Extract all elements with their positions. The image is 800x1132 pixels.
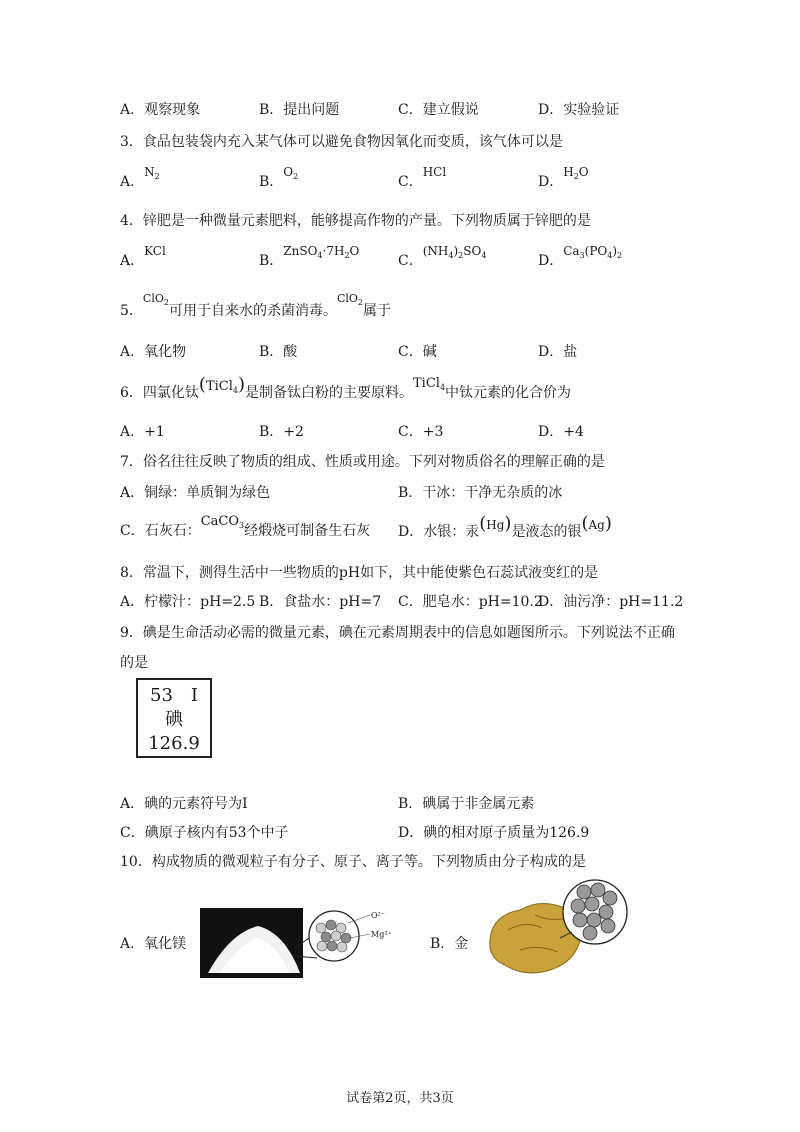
q4-option-c: C．$(NH_4)_2SO_4$ — [398, 244, 487, 269]
gold-illustration — [480, 870, 640, 990]
q9-option-d: D．碘的相对原子质量为126.9 — [398, 825, 590, 841]
q4-option-d: D．$Ca_3(PO_4)_2$ — [538, 244, 623, 269]
q3-option-a: A．$N_2$ — [120, 165, 160, 190]
q5-option-d: D．盐 — [538, 344, 578, 360]
q8-option-c: C．肥皂水：pH=10.2 — [398, 594, 543, 610]
q5-option-a: A．氧化物 — [120, 344, 187, 360]
q9-option-b: B．碘属于非金属元素 — [398, 796, 535, 812]
q5-option-c: C．碱 — [398, 344, 437, 360]
q6-option-c: C．+3 — [398, 424, 444, 440]
q3-option-c: C．HCl — [398, 165, 447, 190]
q6-stem: 6．四氯化钛(TiCl$_4$)是制备钛白粉的主要原料。TiCl$_4$中钛元素的化合价为 — [120, 374, 572, 401]
q3-option-d: D．$H_2O$ — [538, 165, 589, 190]
iodine-element-card — [136, 678, 212, 758]
q9-option-a: A．碘的元素符号为I — [120, 796, 248, 812]
magnesium-oxide-illustration — [200, 878, 400, 978]
q2-option-b: B．提出问题 — [259, 102, 340, 118]
q7-option-a: A．铜绿：单质铜为绿色 — [120, 485, 271, 501]
q8-option-d: D．油污净：pH=11.2 — [538, 594, 684, 610]
q9-stem-line2: 的是 — [120, 655, 148, 671]
q5-option-b: B．酸 — [259, 344, 298, 360]
element-name: 碘 — [165, 709, 183, 730]
q8-option-a: A．柠檬汁：pH=2.5 — [120, 594, 256, 610]
q4-stem: 4．锌肥是一种微量元素肥料，能够提高作物的产量。下列物质属于锌肥的是 — [120, 213, 591, 229]
q4-option-b: B．$ZnSO_4\cdot 7H_2O$ — [259, 244, 360, 269]
oxide-ion-label: O²⁻ — [371, 911, 385, 920]
page-footer: 试卷第2页，共3页 — [346, 1091, 454, 1106]
q7-option-c: C．石灰石：CaCO$_3$经煅烧可制备生石灰 — [120, 514, 371, 539]
q3-stem: 3．食品包装袋内充入某气体可以避免食物因氧化而变质，该气体可以是 — [120, 134, 563, 150]
element-symbol: I — [190, 685, 198, 706]
atomic-number: 53 — [150, 685, 173, 706]
q6-option-a: A．+1 — [120, 424, 165, 440]
q9-option-c: C．碘原子核内有53个中子 — [120, 825, 289, 841]
q10-option-a: A．氧化镁 — [120, 936, 187, 952]
q2-option-c: C．建立假说 — [398, 102, 479, 118]
q10-stem: 10．构成物质的微观粒子有分子、原子、离子等。下列物质由分子构成的是 — [120, 854, 586, 870]
q8-option-b: B．食盐水：pH=7 — [259, 594, 382, 610]
q10-option-b: B．金 — [430, 936, 469, 952]
q8-stem: 8．常温下，测得生活中一些物质的pH如下，其中能使紫色石蕊试液变红的是 — [120, 565, 599, 581]
q3-option-b: B．$O_2$ — [259, 165, 299, 190]
q2-option-a: A．观察现象 — [120, 102, 201, 118]
q4-option-a: A．KCl — [120, 244, 166, 269]
q9-stem-line1: 9．碘是生命活动必需的微量元素，碘在元素周期表中的信息如题图所示。下列说法不正确 — [120, 625, 675, 641]
q2-option-d: D．实验验证 — [538, 102, 620, 118]
atomic-mass: 126.9 — [148, 733, 200, 754]
q6-option-b: B．+2 — [259, 424, 304, 440]
q7-stem: 7．俗名往往反映了物质的组成、性质或用途。下列对物质俗名的理解正确的是 — [120, 454, 605, 470]
q7-option-b: B．干冰：干净无杂质的冰 — [398, 485, 563, 501]
q6-option-d: D．+4 — [538, 424, 584, 440]
magnesium-ion-label: Mg²⁺ — [371, 930, 392, 939]
q5-stem: 5．$^{ClO_2}$可用于自来水的杀菌消毒。$^{ClO_2}$属于 — [120, 292, 392, 319]
q7-option-d: D．水银：汞(Hg)是液态的银(Ag) — [398, 513, 612, 540]
